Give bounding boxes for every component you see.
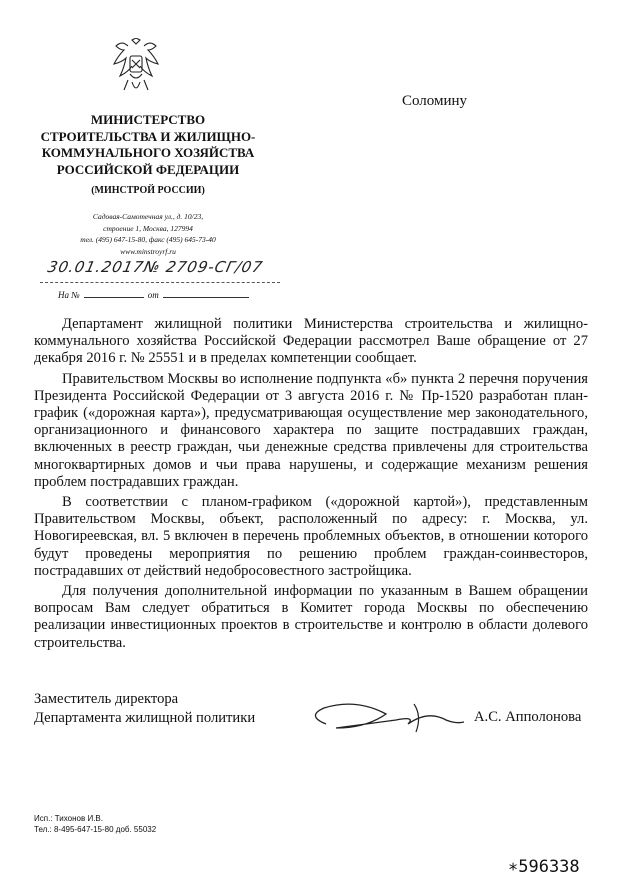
executor-name: Исп.: Тихонов И.В. [34, 814, 103, 823]
executor-phone: Тел.: 8-495-647-15-80 доб. 55032 [34, 825, 157, 834]
ministry-line: КОММУНАЛЬНОГО ХОЗЯЙСТВА [41, 145, 255, 160]
ref-prefix: На № [58, 290, 80, 300]
address-line: строение 1, Москва, 127994 [103, 223, 193, 233]
reference-line [58, 289, 249, 300]
ref-from: от [147, 290, 159, 300]
ministry-line: РОССИЙСКОЙ ФЕДЕРАЦИИ [56, 161, 240, 177]
address-line: www.minstroyrf.ru [120, 246, 176, 256]
paragraph: В соответствии с планом-графиком («дорожной картой»), представленным Правительством Москвы, объект, расположенный по адресу: г. Москва, ул. Новогиреевская, вл. 5 включен в перечень проблемных объектов, в отношении которого будут проведены мероприятия по решению проблем граждан-соинвесторов, пострадавших от действий недобросовестного застройщика. [34, 494, 588, 579]
ministry-address [28, 211, 268, 257]
addressee: Соломину [402, 93, 468, 109]
address-line: тел. (495) 647-15-80, факс (495) 645-73-40 [80, 235, 216, 244]
letter-body [34, 316, 588, 655]
position-line: Заместитель директора [34, 691, 179, 707]
position-line: Департамента жилищной политики [34, 710, 256, 726]
signatory-name: А.С. Апполонова [474, 709, 582, 725]
double-headed-eagle-icon [108, 38, 164, 98]
ministry-line: СТРОИТЕЛЬСТВА И ЖИЛИЩНО- [40, 128, 256, 144]
handwritten-signature [296, 694, 466, 740]
signatory-position [34, 690, 255, 728]
registration-number: 30.01.2017№ 2709-СГ/07 [46, 258, 265, 276]
ref-date-blank [163, 289, 249, 298]
address-line: Садовая-Самотечная ул., д. 10/23, [92, 212, 204, 221]
paragraph: Для получения дополнительной информации по указанным в Вашем обращении вопросам Вам следует обратиться в Комитет города Москвы по обеспечению реализации инвестиционных проектов в строительстве и контролю в области долевого строительства. [34, 583, 588, 651]
paragraph: Правительством Москвы во исполнение подпункта «б» пункта 2 перечня поручения Президента Российской Федерации от 3 августа 2016 г. № Пр-1520 разработан план-график («дорожная карта»), предусматривающая осуществление мер законодательного, организационного и финансового характера по защите пострадавших граждан, включенных в реестр граждан, чьи денежные средства привлечены для строительства многоквартирных домов и чьи права нарушены, и содержащие механизм решения проблем пострадавших граждан. [34, 370, 588, 490]
ministry-line: МИНИСТЕРСТВО [90, 112, 206, 127]
executor-info [34, 813, 156, 835]
paragraph: Департамент жилищной политики Министерства строительства и жилищно-коммунального хозяйства Российской Федерации рассмотрел Ваше обращение от 27 декабря 2016 г. № 25551 и в пределах компетенции сообщает. [34, 316, 588, 367]
ministry-short-name: (МИНСТРОЙ РОССИИ) [91, 185, 205, 196]
document-number: ∗596338 [508, 857, 580, 877]
ministry-name [28, 112, 268, 178]
ref-number-blank [84, 289, 144, 298]
